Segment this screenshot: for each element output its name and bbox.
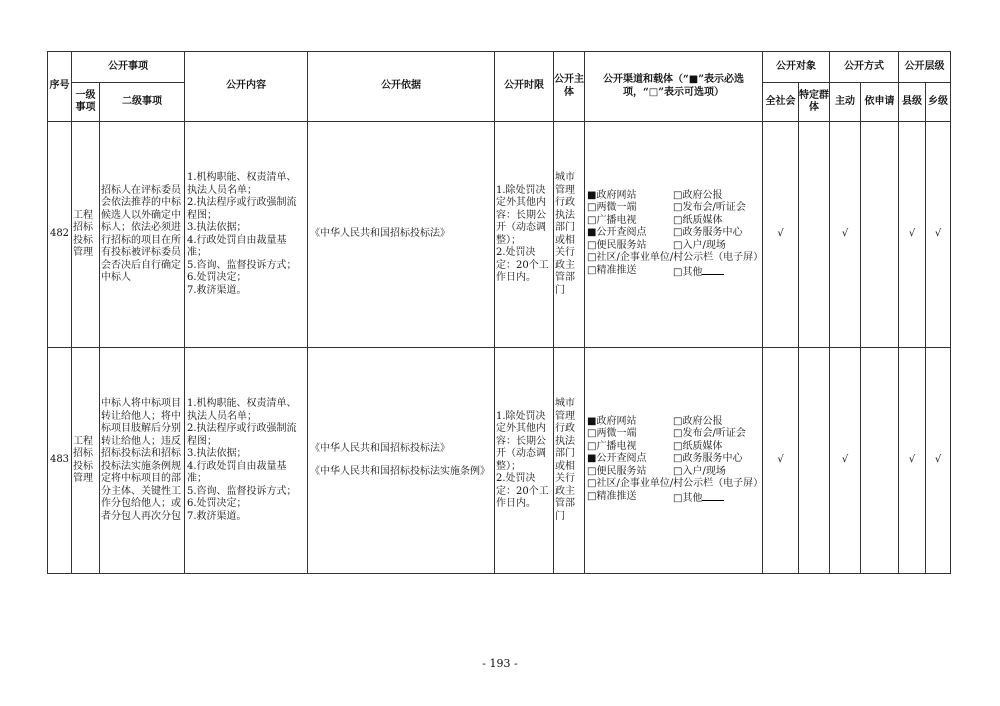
header-basis: 公开依据 <box>308 52 495 122</box>
row-seq: 482 <box>48 122 72 348</box>
header-subject: 公开主体 <box>554 52 585 122</box>
row-target-specific <box>799 122 830 348</box>
row-method-active: √ <box>830 122 861 348</box>
row-target-all: √ <box>763 122 799 348</box>
row-time: 1.除处罚决定外其他内容：长期公开（动态调整）； 2.处罚决定：20个工作日内。 <box>495 122 554 348</box>
row-channels <box>585 348 763 574</box>
channel-paper: □纸质媒体 <box>673 440 723 452</box>
row-method-apply <box>861 122 899 348</box>
channel-weibo: □两微一端 <box>587 202 637 214</box>
channel-other: □其他 <box>673 492 703 504</box>
row-level-township: √ <box>926 122 951 348</box>
channel-press: □发布会/听证会 <box>673 428 746 440</box>
channel-web: ■政府网站 <box>587 415 637 427</box>
header-method-active: 主动 <box>830 83 861 122</box>
row-level-county: √ <box>899 348 926 574</box>
header-level1: 一级事项 <box>72 83 100 122</box>
row-method-apply <box>861 348 899 574</box>
channel-visit: □入户/现场 <box>673 239 726 251</box>
channel-visit: □入户/现场 <box>673 465 726 477</box>
header-target-all: 全社会 <box>763 83 799 122</box>
row-channels <box>585 122 763 348</box>
page-number: - 193 - <box>482 657 518 670</box>
row-target-specific <box>799 348 830 574</box>
channel-service: □政务服务中心 <box>673 453 743 465</box>
row-level1: 工程招标投标管理 <box>72 348 100 574</box>
channel-press: □发布会/听证会 <box>673 202 746 214</box>
header-items: 公开事项 <box>72 52 185 83</box>
row-method-active: √ <box>830 348 861 574</box>
row-subject: 城市管理行政执法部门或相关行政主管部门 <box>554 122 585 348</box>
header-level-township: 乡级 <box>926 83 951 122</box>
channel-reading: ■公开查阅点 <box>587 227 647 239</box>
header-level-county: 县级 <box>899 83 926 122</box>
row-time: 1.除处罚决定外其他内容：长期公开（动态调整）； 2.处罚决定：20个工作日内。 <box>495 348 554 574</box>
header-level2: 二级事项 <box>100 83 185 122</box>
channel-gazette: □政府公报 <box>673 415 723 427</box>
header-target: 公开对象 <box>763 52 830 83</box>
row-level-county: √ <box>899 122 926 348</box>
row-level2: 中标人将中标项目转让给他人；将中标项目肢解后分别转让给他人；违反招标投标法和招标投标法实施条例规定将中标项目的部分主体、关键性工作分包给他人；或者分包人再次分包 <box>100 348 185 574</box>
row-level-township: √ <box>926 348 951 574</box>
channel-gazette: □政府公报 <box>673 189 723 201</box>
channel-push: □精准推送 <box>587 264 637 276</box>
header-time: 公开时限 <box>495 52 554 122</box>
table-row <box>48 348 951 574</box>
channel-other-wrap <box>673 265 762 280</box>
channel-web: ■政府网站 <box>587 189 637 201</box>
header-level: 公开层级 <box>899 52 951 83</box>
header-seq: 序号 <box>48 52 72 122</box>
row-basis: 《中华人民共和国招标投标法》 <box>308 122 495 348</box>
channel-board: □社区/企事业单位/村公示栏（电子屏） <box>587 252 764 264</box>
row-content: 1.机构职能、权责清单、执法人员名单； 2.执法程序或行政强制流程图； 3.执法依据； 4.行政处罚自由裁量基准； 5.咨询、监督投诉方式； 6.处罚决定； 7.救济渠道。 <box>185 122 308 348</box>
header-target-specific: 特定群体 <box>799 83 830 122</box>
row-content: 1.机构职能、权责清单、执法人员名单； 2.执法程序或行政强制流程图； 3.执法依据； 4.行政处罚自由裁量基准； 5.咨询、监督投诉方式； 6.处罚决定； 7.救济渠道。 <box>185 348 308 574</box>
table-row <box>48 122 951 348</box>
row-target-all: √ <box>763 348 799 574</box>
row-level1: 工程招标投标管理 <box>72 122 100 348</box>
blank-line <box>702 265 724 275</box>
row-basis <box>308 348 495 574</box>
disclosure-table <box>47 51 951 574</box>
channel-station: □便民服务站 <box>587 465 647 477</box>
channel-other-wrap <box>673 491 762 506</box>
header-method-apply: 依申请 <box>861 83 899 122</box>
header-method: 公开方式 <box>830 52 899 83</box>
header-content: 公开内容 <box>185 52 308 122</box>
channel-reading: ■公开查阅点 <box>587 453 647 465</box>
basis-law: 《中华人民共和国招标投标法》 <box>310 443 450 454</box>
channel-paper: □纸质媒体 <box>673 214 723 226</box>
channel-station: □便民服务站 <box>587 239 647 251</box>
row-level2: 招标人在评标委员会依法推荐的中标候选人以外确定中标人；依法必须进行招标的项目在所有投标被评标委员会否决后自行确定中标人 <box>100 122 185 348</box>
channel-service: □政务服务中心 <box>673 227 743 239</box>
channel-weibo: □两微一端 <box>587 428 637 440</box>
channel-board: □社区/企事业单位/村公示栏（电子屏） <box>587 478 764 490</box>
channel-tv: □广播电视 <box>587 440 637 452</box>
row-subject: 城市管理行政执法部门或相关行政主管部门 <box>554 348 585 574</box>
basis-regulation: 《中华人民共和国招标投标法实施条例》 <box>310 465 490 477</box>
blank-line <box>702 491 724 501</box>
header-channel: 公开渠道和载体（“■”表示必选项，“□”表示可选项） <box>585 52 763 122</box>
channel-tv: □广播电视 <box>587 214 637 226</box>
row-seq: 483 <box>48 348 72 574</box>
channel-push: □精准推送 <box>587 490 637 502</box>
header-row-1 <box>48 52 951 83</box>
channel-other: □其他 <box>673 266 703 278</box>
